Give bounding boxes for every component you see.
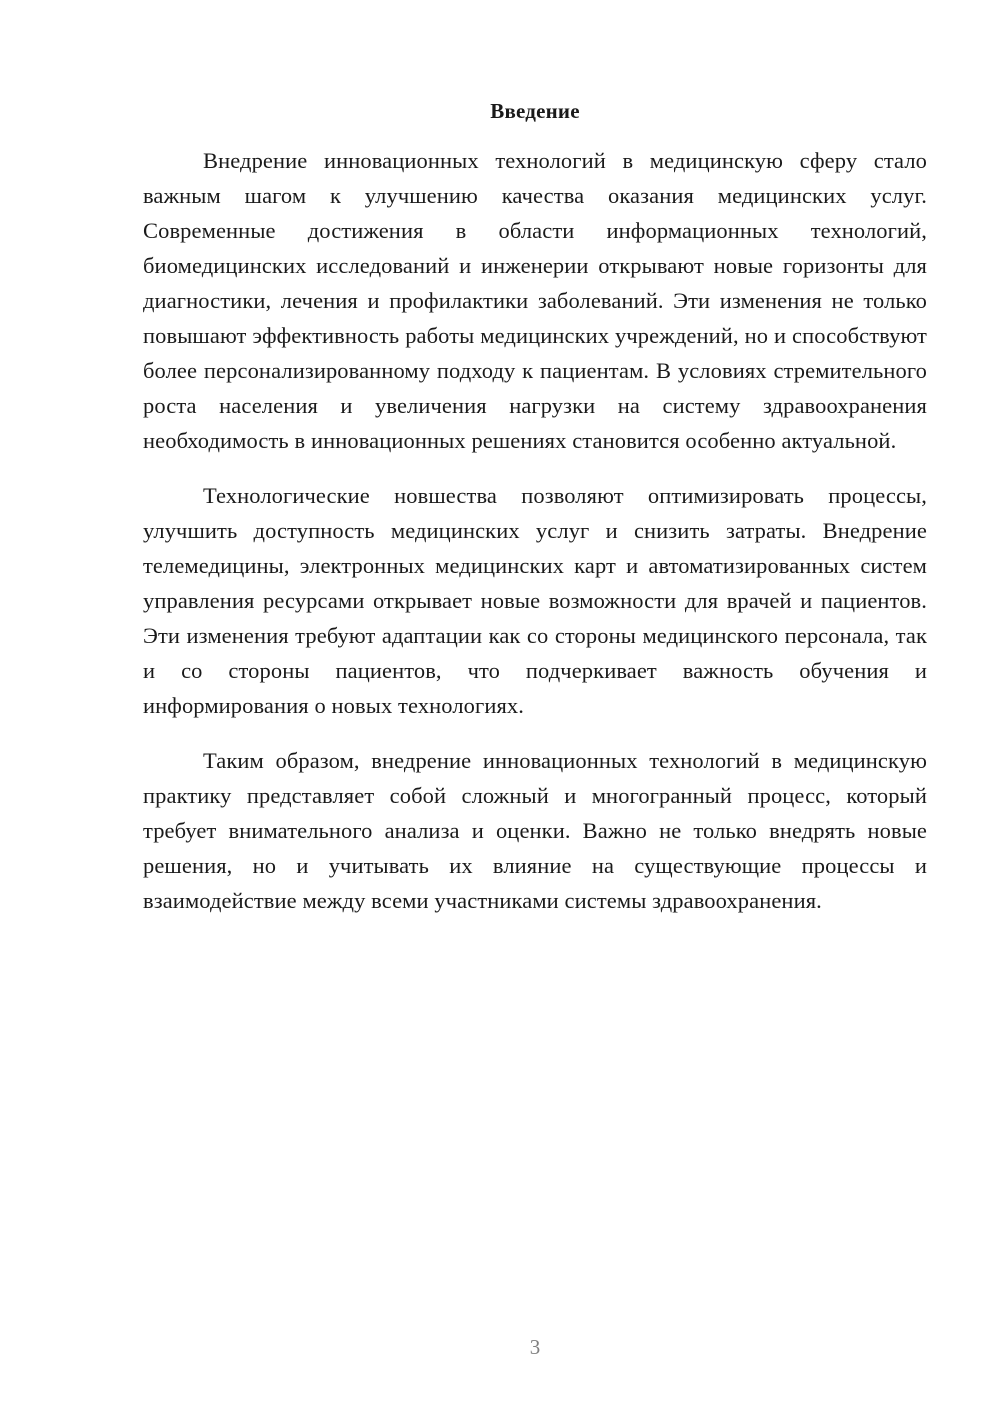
paragraph-3: Таким образом, внедрение инновационных технологий в медицинскую практику представляет собой сложный и многогранный процесс, который требует внимательного анализа и оценки. Важно не только внедрять новые решения, но и учитывать их влияние на существующие процессы и взаимодействие между всеми участниками системы здравоохранения. [143, 748, 927, 913]
page-number: 3 [529, 1335, 541, 1359]
paragraph-1: Внедрение инновационных технологий в медицинскую сферу стало важным шагом к улучшению качества оказания медицинских услуг. Современные достижения в области информационных технологий, биомедицинских исследований и инженерии открывают новые горизонты для диагностики, лечения и профилактики заболеваний. Эти изменения не только повышают эффективность работы медицинских учреждений, но и способствуют более персонализированному подходу к пациентам. В условиях стремительного роста населения и увеличения нагрузки на систему здравоохранения необходимость в инновационных решениях становится особенно актуальной. [143, 148, 927, 453]
section-heading: Введение [490, 99, 580, 123]
body-text [143, 143, 927, 938]
paragraph-2: Технологические новшества позволяют оптимизировать процессы, улучшить доступность медицинских услуг и снизить затраты. Внедрение телемедицины, электронных медицинских карт и автоматизированных систем управления ресурсами открывает новые возможности для врачей и пациентов. Эти изменения требуют адаптации как со стороны медицинского персонала, так и со стороны пациентов, что подчеркивает важность обучения и информирования о новых технологиях. [143, 483, 927, 718]
